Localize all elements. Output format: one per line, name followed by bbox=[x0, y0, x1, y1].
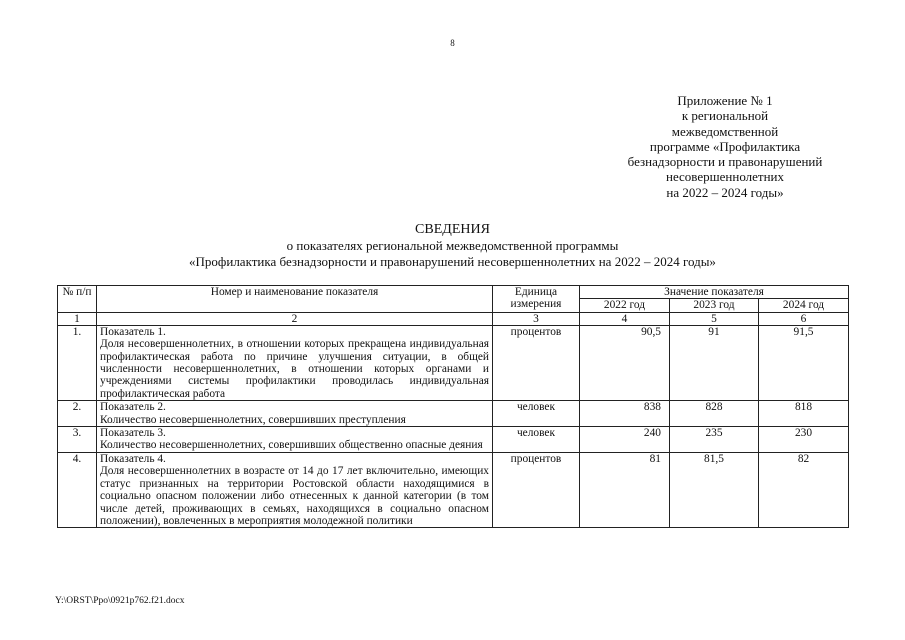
value-2022: 240 bbox=[580, 427, 670, 453]
file-path-footer: Y:\ORST\Ppo\0921p762.f21.docx bbox=[55, 596, 185, 606]
appendix-line: программе «Профилактика bbox=[649, 138, 801, 154]
indicator-cell bbox=[97, 427, 493, 453]
appendix-line: безнадзорности и правонарушений bbox=[627, 154, 823, 170]
unit-cell: процентов bbox=[493, 452, 580, 527]
appendix-line: Приложение № 1 bbox=[677, 93, 773, 108]
indicator-cell bbox=[97, 452, 493, 527]
indicator-description: Количество несовершеннолетних, совершивших общественно опасные деяния bbox=[100, 439, 483, 452]
header-year-2022: 2022 год bbox=[580, 299, 670, 312]
indicators-table bbox=[57, 285, 849, 528]
indicator-description: Количество несовершеннолетних, совершивших преступления bbox=[100, 413, 406, 426]
value-2022: 81 bbox=[580, 452, 670, 527]
row-number: 2. bbox=[58, 401, 97, 427]
indicator-cell bbox=[97, 401, 493, 427]
heading-program-name: «Профилактика безнадзорности и правонарушений несовершеннолетних на 2022 – 2024 годы» bbox=[189, 254, 716, 269]
value-2024: 230 bbox=[759, 427, 849, 453]
value-2023: 81,5 bbox=[670, 452, 759, 527]
indicator-title: Показатель 1. bbox=[100, 325, 166, 338]
table-row bbox=[58, 427, 849, 453]
appendix-line: несовершеннолетних bbox=[665, 169, 785, 185]
value-2022: 90,5 bbox=[580, 325, 670, 400]
unit-cell: процентов bbox=[493, 325, 580, 400]
indicators-table-container bbox=[57, 285, 849, 528]
value-2023: 828 bbox=[670, 401, 759, 427]
header-name: Номер и наименование показателя bbox=[97, 286, 493, 313]
document-heading bbox=[0, 222, 905, 270]
indicator-title: Показатель 4. bbox=[100, 452, 166, 465]
unit-cell: человек bbox=[493, 427, 580, 453]
header-unit: Единица измерения bbox=[493, 286, 580, 313]
column-number: 3 bbox=[493, 312, 580, 325]
row-number: 3. bbox=[58, 427, 97, 453]
row-number: 4. bbox=[58, 452, 97, 527]
unit-cell: человек bbox=[493, 401, 580, 427]
header-year-2023: 2023 год bbox=[670, 299, 759, 312]
indicator-description: Доля несовершеннолетних, в отношении которых прекращена индивидуальная профилактическая работа по причине улучшения ситуации, в общей численности несовершеннолетних, в отношении которых органами и учреждениями системы профилактики проводилась индивидуальная профилактическая работа bbox=[100, 338, 489, 400]
value-2024: 82 bbox=[759, 452, 849, 527]
heading-title: СВЕДЕНИЯ bbox=[415, 222, 490, 237]
value-2023: 91 bbox=[670, 325, 759, 400]
value-2024: 818 bbox=[759, 401, 849, 427]
row-number: 1. bbox=[58, 325, 97, 400]
column-number: 2 bbox=[97, 312, 493, 325]
header-values: Значение показателя bbox=[580, 286, 849, 299]
column-number: 1 bbox=[58, 312, 97, 325]
header-number: № п/п bbox=[58, 286, 97, 313]
table-row bbox=[58, 401, 849, 427]
value-2022: 838 bbox=[580, 401, 670, 427]
appendix-caption bbox=[600, 93, 850, 200]
heading-subtitle: о показателях региональной межведомственной программы bbox=[286, 238, 619, 253]
appendix-line: на 2022 – 2024 годы» bbox=[666, 184, 784, 200]
column-number: 4 bbox=[580, 312, 670, 325]
column-number: 6 bbox=[759, 312, 849, 325]
appendix-line: к региональной bbox=[681, 108, 769, 124]
table-row bbox=[58, 325, 849, 400]
value-2023: 235 bbox=[670, 427, 759, 453]
header-year-2024: 2024 год bbox=[759, 299, 849, 312]
table-row bbox=[58, 452, 849, 527]
appendix-line: межведомственной bbox=[671, 123, 779, 139]
indicator-cell bbox=[97, 325, 493, 400]
indicator-title: Показатель 2. bbox=[100, 401, 166, 414]
value-2024: 91,5 bbox=[759, 325, 849, 400]
indicator-description: Доля несовершеннолетних в возрасте от 14 до 17 лет включительно, имеющих статус признанных на территории Ростовской области находящимися в социально опасном положении либо отнесенных к данной категории (в том числе детей, проживающих в семьях, находящихся в социально опасном положении), вовлеченных в мероприятия молодежной политики bbox=[100, 465, 489, 527]
page-number: 8 bbox=[450, 38, 455, 48]
column-number-row bbox=[58, 312, 849, 325]
column-number: 5 bbox=[670, 312, 759, 325]
indicator-title: Показатель 3. bbox=[100, 427, 166, 440]
